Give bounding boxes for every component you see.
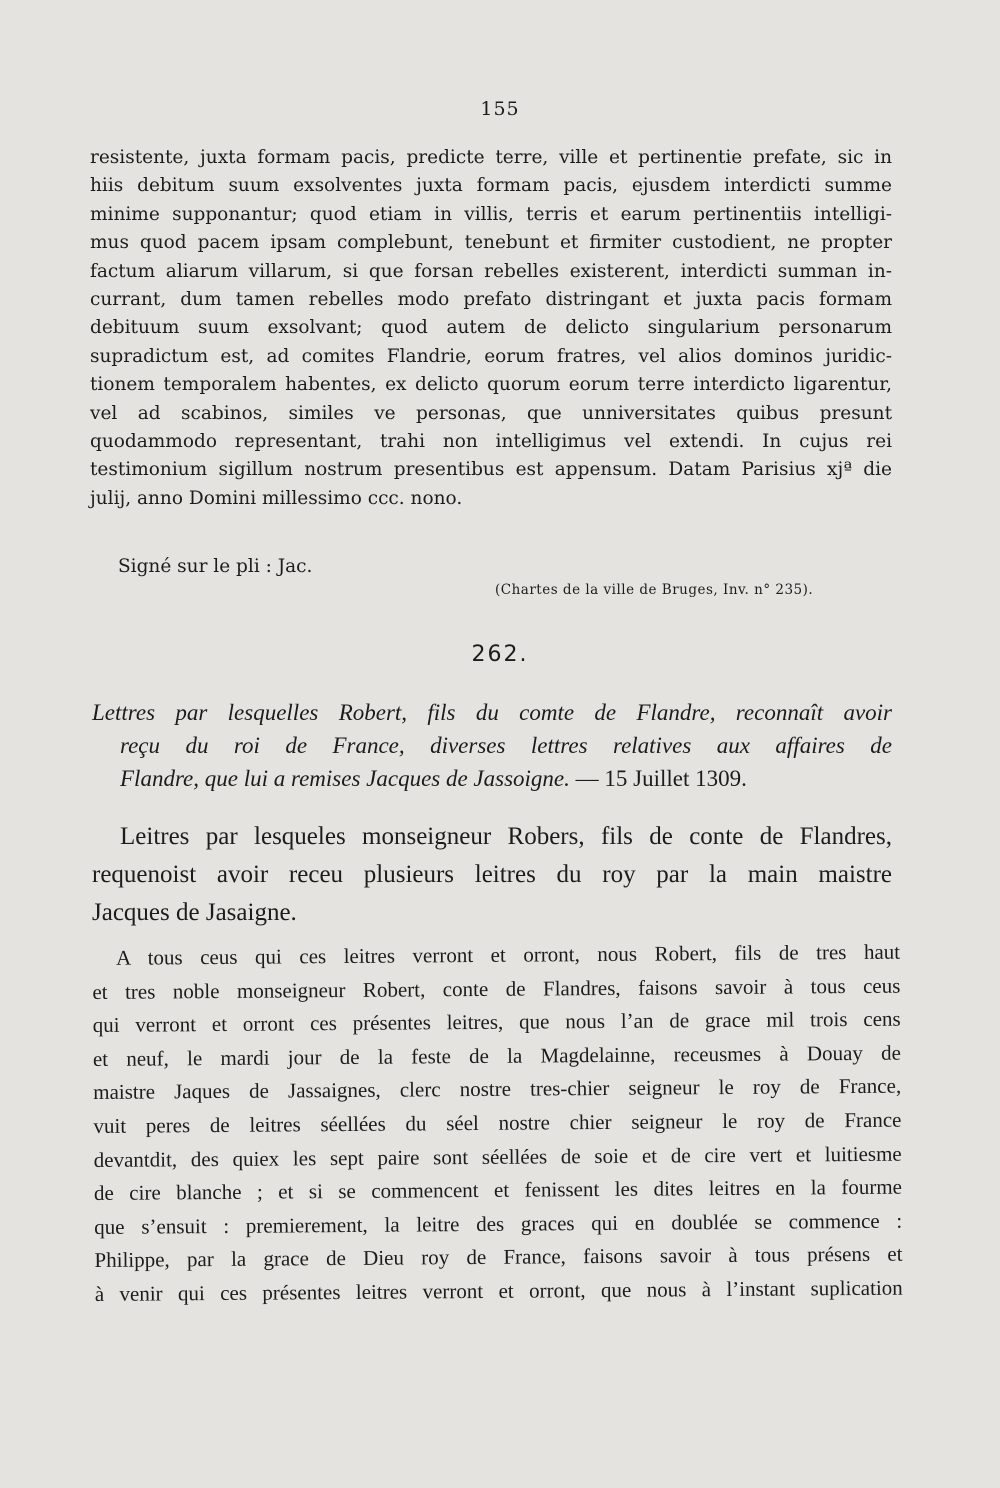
heading-line: Lettres par lesquelles Robert, fils du comte de Flandre, reconnaît avoir	[92, 700, 892, 725]
text-line: quodammodo representant, trahi non intelligimus vel extendi. In cujus rei	[90, 431, 892, 453]
text-line: resistente, juxta formam pacis, predicte terre, ville et pertinentie prefate, sic in	[90, 147, 892, 168]
text-line: A tous ceus qui ces leitres verront et orront, nous Robert, fils de tres haut	[116, 939, 901, 970]
text-line: qui verront et orront ces présentes leitres, que nous l’an de grace mil trois cens	[92, 1006, 901, 1038]
text-line: julij, anno Domini millessimo ccc. nono.	[90, 487, 463, 509]
text-line: à venir qui ces présentes leitres verront et orront, que nous à l’instant suplication	[94, 1275, 903, 1306]
text-line: de cire blanche ; et si se commencent et fenissent les dites leitres en la fourme	[93, 1174, 903, 1206]
summary-line: Jacques de Jasaigne.	[92, 899, 297, 926]
text-line: currant, dum tamen rebelles modo prefato distringant et juxta pacis formam	[90, 289, 892, 311]
text-line: Philippe, par la grace de Dieu roy de France, faisons savoir à tous présens et	[94, 1241, 903, 1273]
text-line: supradictum est, ad comites Flandrie, eorum fratres, vel alios dominos juridic-	[90, 345, 892, 367]
text-line: vel ad scabinos, similes ve personas, que unniversitates quibus presunt	[90, 402, 892, 424]
text-line: et tres noble monseigneur Robert, conte de Flandres, faisons savoir à tous ceus	[92, 973, 901, 1004]
text-line: que s’ensuit : premierement, la leitre des graces qui en doublée se commence :	[94, 1208, 903, 1239]
text-line: vuit peres de leitres séellées du séel nostre chier seigneur le roy de France	[93, 1107, 902, 1138]
summary-line: requenoist avoir receu plusieurs leitres du roy par la main maistre	[92, 861, 892, 888]
text-line: hiis debitum suum exsolventes juxta formam pacis, ejusdem interdicti summe	[90, 175, 892, 197]
heading-date: — 15 Juillet 1309.	[569, 766, 747, 791]
text-line: devantdit, des quiex les sept paire sont séellées de soie et de cire vert et luitiesme	[93, 1141, 902, 1172]
document-summary	[92, 818, 892, 932]
source-citation: (Chartes de la ville de Bruges, Inv. n° 235).	[495, 582, 814, 598]
text-line: testimonium sigillum nostrum presentibus est appensum. Datam Parisius xjª die	[90, 459, 892, 481]
signature-note: Signé sur le pli : Jac.	[118, 556, 313, 577]
summary-line: Leitres par lesqueles monseigneur Robers, fils de conte de Flandres,	[120, 823, 892, 850]
document-heading	[92, 696, 892, 795]
document-number: 262.	[471, 642, 529, 667]
text-line: mus quod pacem ipsam complebunt, tenebunt et firmiter custodient, ne propter	[90, 232, 892, 254]
heading-line: reçu du roi de France, diverses lettres relatives aux affaires de	[120, 733, 892, 758]
heading-line-text: Flandre, que lui a remises Jacques de Jassoigne.	[120, 766, 570, 791]
text-line: et neuf, le mardi jour de la feste de la Magdelainne, receusmes à Douay de	[92, 1040, 901, 1071]
text-line: tionem temporalem habentes, ex delicto quorum eorum terre interdicto ligarentur,	[90, 374, 892, 396]
text-line: debituum suum exsolvant; quod autem de delicto singularium personarum	[90, 317, 892, 339]
continued-charter-text	[90, 144, 892, 513]
page-number: 155	[480, 98, 520, 120]
text-line: maistre Jaques de Jassaignes, clerc nostre tres-chier seigneur le roy de France,	[93, 1074, 902, 1105]
text-line: factum aliarum villarum, si que forsan rebelles existerent, interdicti summan in-	[90, 260, 892, 282]
heading-line	[92, 762, 892, 795]
charter-body-text	[92, 936, 903, 1312]
text-line: minime supponantur; quod etiam in villis, terris et earum pertinentiis intelligi-	[90, 203, 892, 225]
